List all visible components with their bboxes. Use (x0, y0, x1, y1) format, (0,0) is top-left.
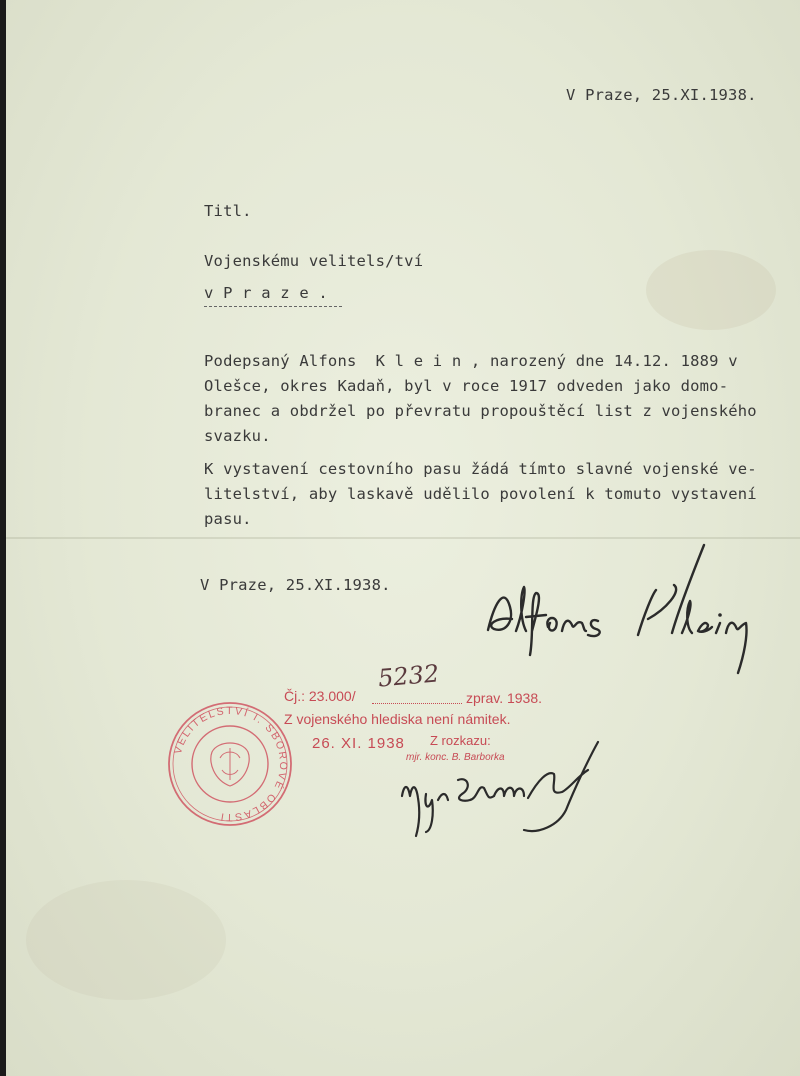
seal-text: VELITELSTVÍ I. SBOROVÉ OBLASTI (172, 704, 290, 824)
recipient-line-1: Vojenskému velitels/tví (204, 252, 424, 270)
stamp-ref-suffix: zprav. 1938. (466, 690, 543, 706)
body-p1-line-1: Podepsaný Alfons K l e i n , narozený dne 14.12. 1889 v (204, 352, 738, 370)
recipient-line-2: v P r a z e . (204, 284, 328, 302)
body-p1-line-2: Olešce, okres Kadaň, byl v roce 1917 odveden jako domo- (204, 377, 729, 395)
header-place-date: V Praze, 25.XI.1938. (566, 86, 757, 104)
closing-place-date: V Praze, 25.XI.1938. (200, 576, 391, 594)
paper-stain (26, 880, 226, 1000)
stamp-ref-number: 5232 (376, 659, 441, 693)
salutation: Titl. (204, 202, 252, 220)
body-p2-line-1: K vystavení cestovního pasu žádá tímto slavné vojenské ve- (204, 460, 757, 478)
stamp-order: Z rozkazu: (430, 733, 491, 748)
signature-alfons-klein (476, 535, 766, 685)
recipient-underline (204, 306, 342, 307)
stamp-date: 26. XI. 1938 (312, 735, 405, 752)
body-p1-line-3: branec a obdržel po převratu propouštěcí list z vojenského (204, 402, 757, 420)
body-p1-line-4: svazku. (204, 427, 271, 445)
stamp-officer: mjr. konc. B. Barborka (406, 752, 505, 763)
official-seal (166, 700, 294, 828)
stamp-statement: Z vojenského hlediska není námitek. (284, 711, 511, 727)
officer-signature (398, 740, 618, 840)
document-page (6, 0, 800, 1076)
stamp-ref-dotted-line (372, 703, 462, 704)
stamp-ref-prefix: Čj.: 23.000/ (284, 688, 356, 704)
body-p2-line-2: litelství, aby laskavě udělilo povolení k tomuto vystavení (204, 485, 757, 503)
paper-stain (646, 250, 776, 330)
body-p2-line-3: pasu. (204, 510, 252, 528)
